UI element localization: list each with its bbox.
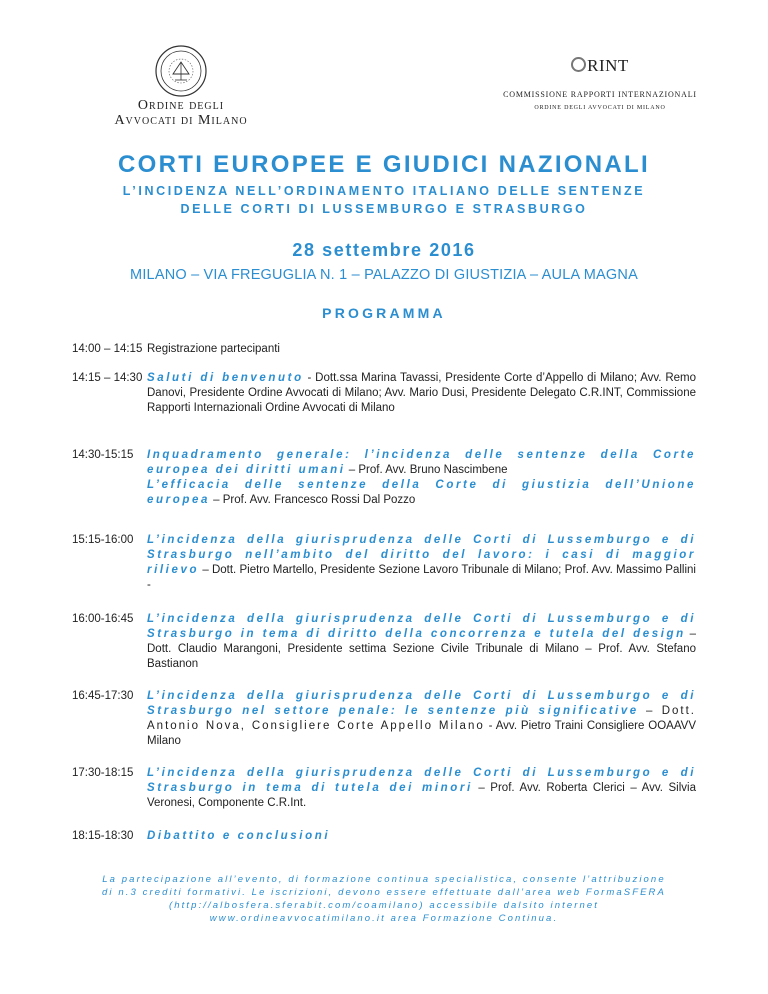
footer-note xyxy=(64,873,704,925)
row-time: 14:30-15:15 xyxy=(72,449,134,461)
row-heading: L’incidenza della giurisprudenza delle Corti di Lussemburgo e di Strasburgo in tema di tutela dei minori xyxy=(147,767,696,794)
ring-icon xyxy=(571,57,586,72)
right-logo-line2: COMMISSIONE RAPPORTI INTERNAZIONALI xyxy=(503,90,697,99)
row-speakers: - Avv. Pietro Traini Consigliere OOAAVV Milano xyxy=(147,720,696,747)
row-speakers: – Prof. Avv. Bruno Nascimbene xyxy=(345,464,508,476)
row-heading: L’incidenza della giurisprudenza delle Corti di Lussemburgo e di Strasburgo in tema di diritto della concorrenza e tutela del design xyxy=(147,613,696,640)
row-time: 14:15 – 14:30 xyxy=(72,372,143,384)
seal-icon xyxy=(154,44,208,98)
row-speakers-2: – Prof. Avv. Francesco Rossi Dal Pozzo xyxy=(209,494,416,506)
row-desc: Registrazione partecipanti xyxy=(147,343,280,355)
row-desc xyxy=(147,689,696,749)
footer-line3: (http://albosfera.sferabit.com/coamilano) accessibile dalsito internet xyxy=(168,900,600,911)
footer-line4: www.ordineavvocatimilano.it area Formazione Continua. xyxy=(209,913,559,924)
footer-line2: di n.3 crediti formativi. Le iscrizioni, devono essere effettuate dall’area web FormaSFERA xyxy=(102,887,666,898)
row-speakers-spaced: – Dott. Antonio Nova, Consigliere Corte Appello Milano xyxy=(147,705,696,732)
row-heading-2: L’efficacia delle sentenze della Corte di giustizia dell’Unione europea xyxy=(147,479,696,506)
bar-association-logo xyxy=(96,44,266,128)
row-speakers: – Prof. Avv. Roberta Clerici – Avv. Silvia Veronesi, Componente C.R.Int. xyxy=(147,782,696,809)
row-heading: L’incidenza della giurisprudenza delle Corti di Lussemburgo e di Strasburgo nel settore penale: le sentenze più significative xyxy=(147,690,696,717)
row-desc xyxy=(147,533,696,593)
row-desc xyxy=(147,371,696,416)
page-subtitle xyxy=(0,182,768,218)
event-venue: MILANO – VIA FREGUGLIA N. 1 – PALAZZO DI GIUSTIZIA – AULA MAGNA xyxy=(130,267,638,283)
footer-line1: La partecipazione all’evento, di formazione continua specialistica, consente l’attribuzione xyxy=(102,874,666,885)
right-logo-line3: ORDINE DEGLI AVVOCATI DI MILANO xyxy=(534,105,666,111)
row-desc xyxy=(147,612,696,672)
row-heading: L’incidenza della giurisprudenza delle Corti di Lussemburgo e di Strasburgo nell’ambito del diritto del lavoro: i casi di maggior rilievo xyxy=(147,534,696,576)
program-title: PROGRAMMA xyxy=(322,305,446,321)
event-date: 28 settembre 2016 xyxy=(292,240,476,260)
page-title: CORTI EUROPEE E GIUDICI NAZIONALI xyxy=(118,151,650,178)
row-time: 15:15-16:00 xyxy=(72,534,134,546)
left-logo-line1: Ordine degli xyxy=(137,98,225,113)
row-heading: Inquadramento generale: l’incidenza delle sentenze della Corte europea dei diritti umani xyxy=(147,449,696,476)
row-speakers: - Dott.ssa Marina Tavassi, Presidente Corte d’Appello di Milano; Avv. Remo Danovi, Presidente Ordine Avvocati di Milano; Avv. Mario Dusi, Presidente Delegato C.R.INT, Commissione Rapporti Internazionali Ordine Avvocati di Milano xyxy=(147,372,696,414)
row-time: 14:00 – 14:15 xyxy=(72,343,143,355)
crint-logo xyxy=(500,56,700,111)
row-time: 16:00-16:45 xyxy=(72,613,134,625)
row-desc xyxy=(147,448,696,508)
subtitle-line1: L’INCIDENZA NELL’ORDINAMENTO ITALIANO DELLE SENTENZE xyxy=(122,184,646,198)
crint-brand xyxy=(500,56,700,76)
row-time: 18:15-18:30 xyxy=(72,830,134,842)
row-desc xyxy=(147,829,696,844)
left-logo-line2: Avvocati di Milano xyxy=(114,113,248,128)
row-heading: Saluti di benvenuto xyxy=(147,372,304,384)
row-time: 17:30-18:15 xyxy=(72,767,134,779)
row-speakers: – Dott. Pietro Martello, Presidente Sezione Lavoro Tribunale di Milano; Prof. Avv. Massimo Pallini - xyxy=(147,564,696,591)
crint-brand-text: RINT xyxy=(587,56,629,75)
row-heading: Dibattito e conclusioni xyxy=(147,830,331,842)
row-desc xyxy=(147,766,696,811)
row-time: 16:45-17:30 xyxy=(72,690,134,702)
subtitle-line2: DELLE CORTI DI LUSSEMBURGO E STRASBURGO xyxy=(180,202,588,216)
row-speakers: – Dott. Claudio Marangoni, Presidente settima Sezione Civile Tribunale di Milano – Prof. Avv. Stefano Bastianon xyxy=(147,628,696,670)
